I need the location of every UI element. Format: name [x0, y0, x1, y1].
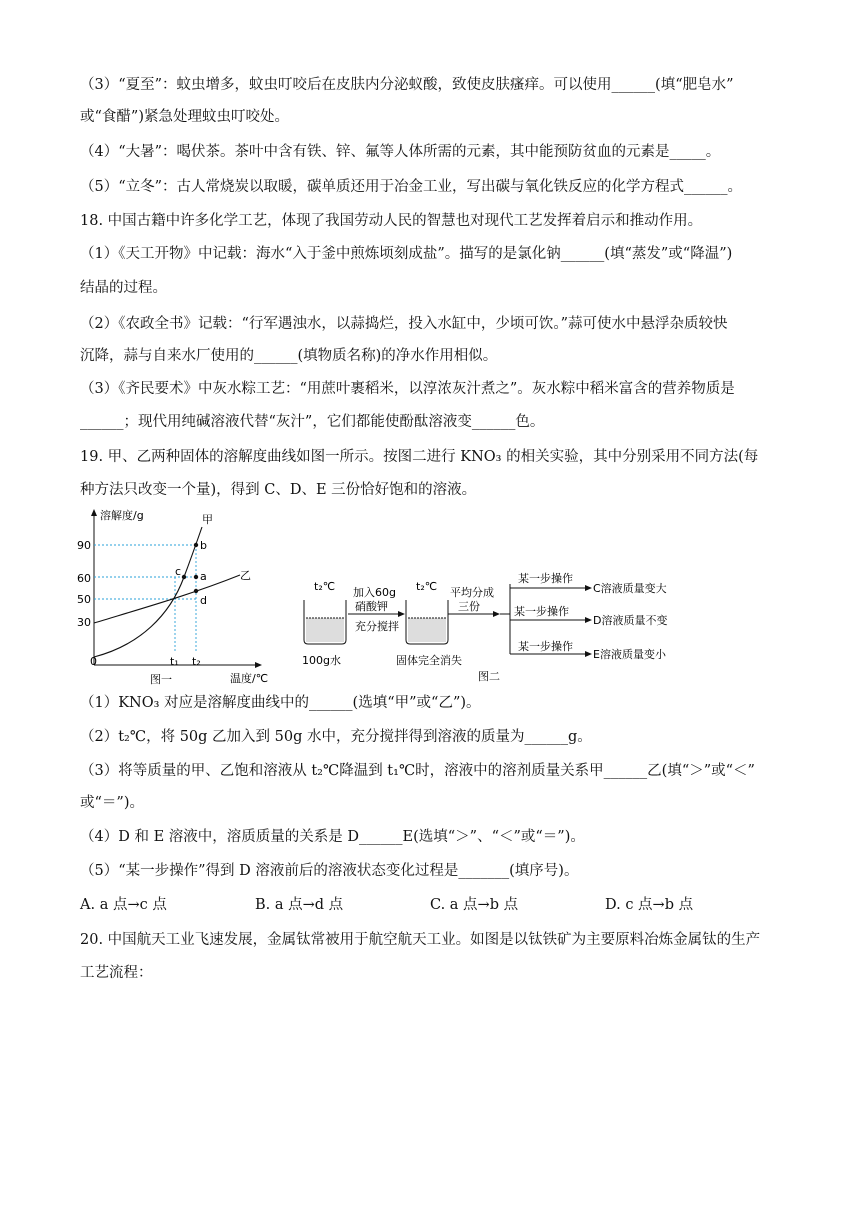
beaker2-temp: t₂℃: [416, 580, 438, 593]
figure-2-experiment-flow: [298, 570, 690, 686]
figure-2-caption: 图二: [478, 670, 500, 683]
y-tick-30: 30: [77, 616, 91, 629]
point-c: [182, 575, 186, 579]
q18-1-line1: （1）《天工开物》中记载：海水“入于釜中煎炼顷刻成盐”。描写的是氯化钠______(填“蒸发”或“降温”): [80, 246, 733, 262]
q19-3-line2: 或“＝”)。: [80, 795, 144, 811]
x-axis-label: 温度/℃: [230, 672, 269, 685]
q19-stem-line1: 19. 甲、乙两种固体的溶解度曲线如图一所示。按图二进行 KNO₃ 的相关实验，其中分别采用不同方法(每: [80, 449, 759, 465]
q17-3-line1: （3）“夏至”：蚊虫增多，蚊虫叮咬后在皮肤内分泌蚁酸，致使皮肤瘙痒。可以使用______(填“肥皂水”: [80, 77, 734, 93]
q19-3-line1: （3）将等质量的甲、乙饱和溶液从 t₂℃降温到 t₁℃时，溶液中的溶剂质量关系甲______乙(填“＞”或“＜”: [80, 763, 755, 779]
water-label: 100g水: [302, 654, 341, 667]
q20-stem-line2: 工艺流程：: [80, 965, 153, 981]
beaker1-temp: t₂℃: [314, 580, 336, 593]
option-b: B. a 点→d 点: [255, 897, 344, 913]
y-tick-60: 60: [77, 572, 91, 585]
guide-lines: [94, 545, 196, 653]
q18-2-line2: 沉降，蒜与自来水厂使用的______(填物质名称)的净水作用相似。: [80, 348, 498, 364]
q19-5: （5）“某一步操作”得到 D 溶液前后的溶液状态变化过程是_______(填序号)。: [80, 863, 579, 879]
add-label-2: 硝酸钾: [355, 600, 388, 613]
split-label-1: 平均分成: [450, 586, 494, 599]
q18-2-line1: （2）《农政全书》记载：“行军遇浊水，以蒜捣烂，投入水缸中，少顷可饮。”蒜可使水中悬浮杂质较快: [80, 316, 728, 332]
q19-4: （4）D 和 E 溶液中，溶质质量的关系是 D______E(选填“＞”、“＜”或“＝”)。: [80, 829, 585, 845]
op-label-2: 某一步操作: [514, 605, 569, 618]
x-tick-t1: t₁: [170, 655, 179, 668]
figure-1-caption: 图一: [150, 673, 172, 686]
q17-3-line2: 或“食醋”)紧急处理蚊虫叮咬处。: [80, 109, 289, 125]
option-d: D. c 点→b 点: [605, 897, 694, 913]
result-e: E溶液质量变小: [593, 648, 666, 661]
option-a: A. a 点→c 点: [80, 897, 167, 913]
q17-4: （4）“大暑”：喝伏茶。茶叶中含有铁、锌、氟等人体所需的元素，其中能预防贫血的元素是_____。: [80, 144, 721, 160]
point-b-label: b: [200, 539, 207, 552]
dissolved-label: 固体完全消失: [396, 654, 462, 667]
figure-1-solubility-chart: [77, 505, 290, 690]
y-axis-label: 溶解度/g: [100, 509, 144, 522]
point-a-label: a: [200, 570, 207, 583]
q19-2: （2）t₂℃，将 50g 乙加入到 50g 水中，充分搅拌得到溶液的质量为______g。: [80, 729, 592, 745]
point-a: [194, 575, 198, 579]
stir-label: 充分搅拌: [355, 620, 399, 633]
split-label-2: 三份: [458, 600, 480, 613]
q18-3-line2: ______；现代用纯碱溶液代替“灰汁”，它们都能使酚酞溶液变______色。: [80, 414, 545, 430]
curve-yi-label: 乙: [240, 569, 251, 582]
q19-stem-line2: 种方法只改变一个量)，得到 C、D、E 三份恰好饱和的溶液。: [80, 482, 477, 498]
op-label-3: 某一步操作: [518, 640, 573, 653]
add-label-1: 加入60g: [353, 586, 396, 599]
result-c: C溶液质量变大: [593, 582, 667, 595]
q18-3-line1: （3）《齐民要术》中灰水粽工艺：“用蔗叶裹稻米，以淳浓灰汁煮之”。灰水粽中稻米富含的营养物质是: [80, 381, 735, 397]
q19-1: （1）KNO₃ 对应是溶解度曲线中的______(选填“甲”或“乙”)。: [80, 695, 481, 711]
curve-jia-label: 甲: [202, 513, 213, 526]
op-label-1: 某一步操作: [518, 572, 573, 585]
option-c: C. a 点→b 点: [430, 897, 519, 913]
point-d: [194, 589, 198, 593]
y-tick-50: 50: [77, 593, 91, 606]
q20-stem-line1: 20. 中国航天工业飞速发展，金属钛常被用于航空航天工业。如图是以钛铁矿为主要原料冶炼金属钛的生产: [80, 932, 761, 948]
point-b: [194, 543, 198, 547]
x-tick-t2: t₂: [192, 655, 201, 668]
q18-stem: 18. 中国古籍中许多化学工艺，体现了我国劳动人民的智慧也对现代工艺发挥着启示和推动作用。: [80, 213, 703, 229]
y-tick-90: 90: [77, 539, 91, 552]
curve-jia: [94, 527, 202, 657]
y-tick-0: 0: [90, 655, 97, 668]
result-d: D溶液质量不变: [593, 614, 668, 627]
q17-5: （5）“立冬”：古人常烧炭以取暖，碳单质还用于冶金工业，写出碳与氧化铁反应的化学方程式______。: [80, 179, 743, 195]
q18-1-line2: 结晶的过程。: [80, 280, 167, 296]
point-d-label: d: [200, 594, 207, 607]
point-c-label: c: [175, 565, 182, 578]
